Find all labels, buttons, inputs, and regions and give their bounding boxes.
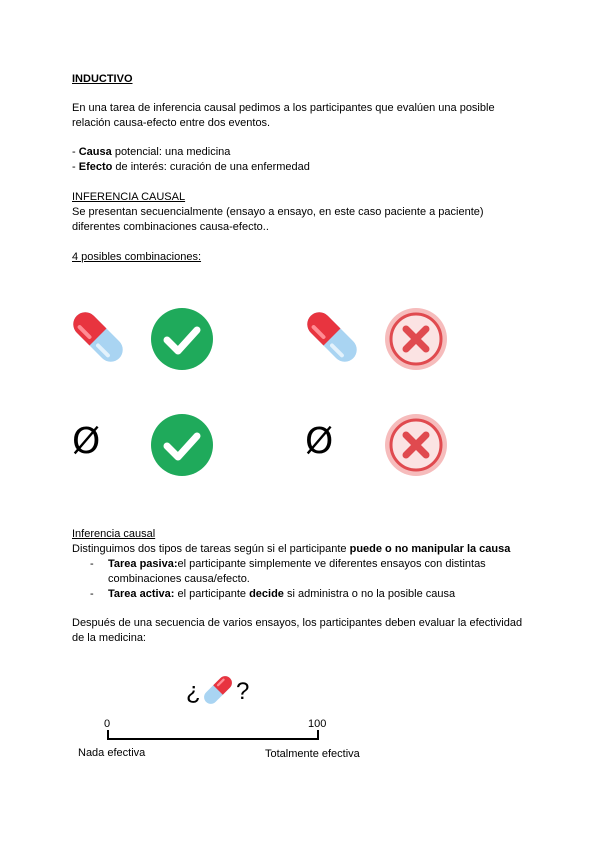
- combinations-title: 4 posibles combinaciones:: [72, 251, 202, 263]
- question-open-mark: ¿: [186, 678, 201, 705]
- scale-min-label: Nada efectiva: [78, 747, 146, 759]
- question-close-mark: ?: [236, 678, 250, 705]
- check-icon: [150, 307, 214, 371]
- section1-text: Se presentan secuencialmente (ensayo a ensayo, en este caso paciente a paciente) diferentes combinaciones causa-efecto..: [72, 206, 484, 233]
- effect-text: de interés: curación de una enfermedad: [112, 161, 310, 173]
- section2-text-before: Distinguimos dos tipos de tareas según si el participante: [72, 543, 350, 555]
- section1-title: INFERENCIA CAUSAL: [72, 191, 186, 203]
- scale-max-label: Totalmente efectiva: [265, 748, 360, 760]
- active-task-text-after: si administra o no la posible causa: [283, 588, 456, 600]
- null-symbol: Ø: [72, 421, 101, 462]
- rating-scale-line: [104, 728, 324, 744]
- scale-max-value: 100: [308, 718, 327, 730]
- page-heading: INDUCTIVO: [72, 73, 133, 85]
- null-symbol: Ø: [305, 421, 334, 462]
- active-task-label: Tarea activa:: [108, 588, 175, 600]
- cross-icon: [384, 307, 448, 371]
- active-task-bold-word: decide: [249, 588, 284, 600]
- cause-label: Causa: [78, 146, 112, 158]
- section2-text: [72, 542, 542, 557]
- task-list: [72, 557, 542, 602]
- list-dash: -: [90, 558, 94, 570]
- passive-task-text: el participante simplemente ve diferentes ensayos con distintas combinaciones causa/efecto.: [108, 558, 486, 585]
- cause-text: potencial: una medicina: [111, 146, 231, 158]
- pill-icon: [300, 305, 364, 369]
- section2-title: Inferencia causal: [72, 528, 156, 540]
- check-icon: [150, 413, 214, 477]
- section2-text-bold: puede o no manipular la causa: [349, 543, 511, 555]
- passive-task-label: Tarea pasiva:: [108, 558, 178, 570]
- passive-task-item: [72, 557, 542, 587]
- list-dash: -: [90, 588, 94, 600]
- active-task-text-before: el participante: [174, 588, 250, 600]
- pill-icon: [200, 672, 236, 708]
- cause-line: - Causa potencial: una medicina: [72, 146, 231, 158]
- cross-icon: [384, 413, 448, 477]
- pill-icon: [66, 305, 130, 369]
- closing-paragraph: Después de una secuencia de varios ensayos, los participantes deben evaluar la efectividad de la medicina:: [72, 617, 523, 644]
- intro-paragraph: En una tarea de inferencia causal pedimos a los participantes que evalúen una posible relación causa-efecto entre dos eventos.: [72, 102, 495, 129]
- scale-min-value: 0: [104, 718, 111, 730]
- active-task-item: [72, 587, 542, 602]
- effect-line: - Efecto de interés: curación de una enfermedad: [72, 161, 310, 173]
- effect-label: Efecto: [78, 161, 113, 173]
